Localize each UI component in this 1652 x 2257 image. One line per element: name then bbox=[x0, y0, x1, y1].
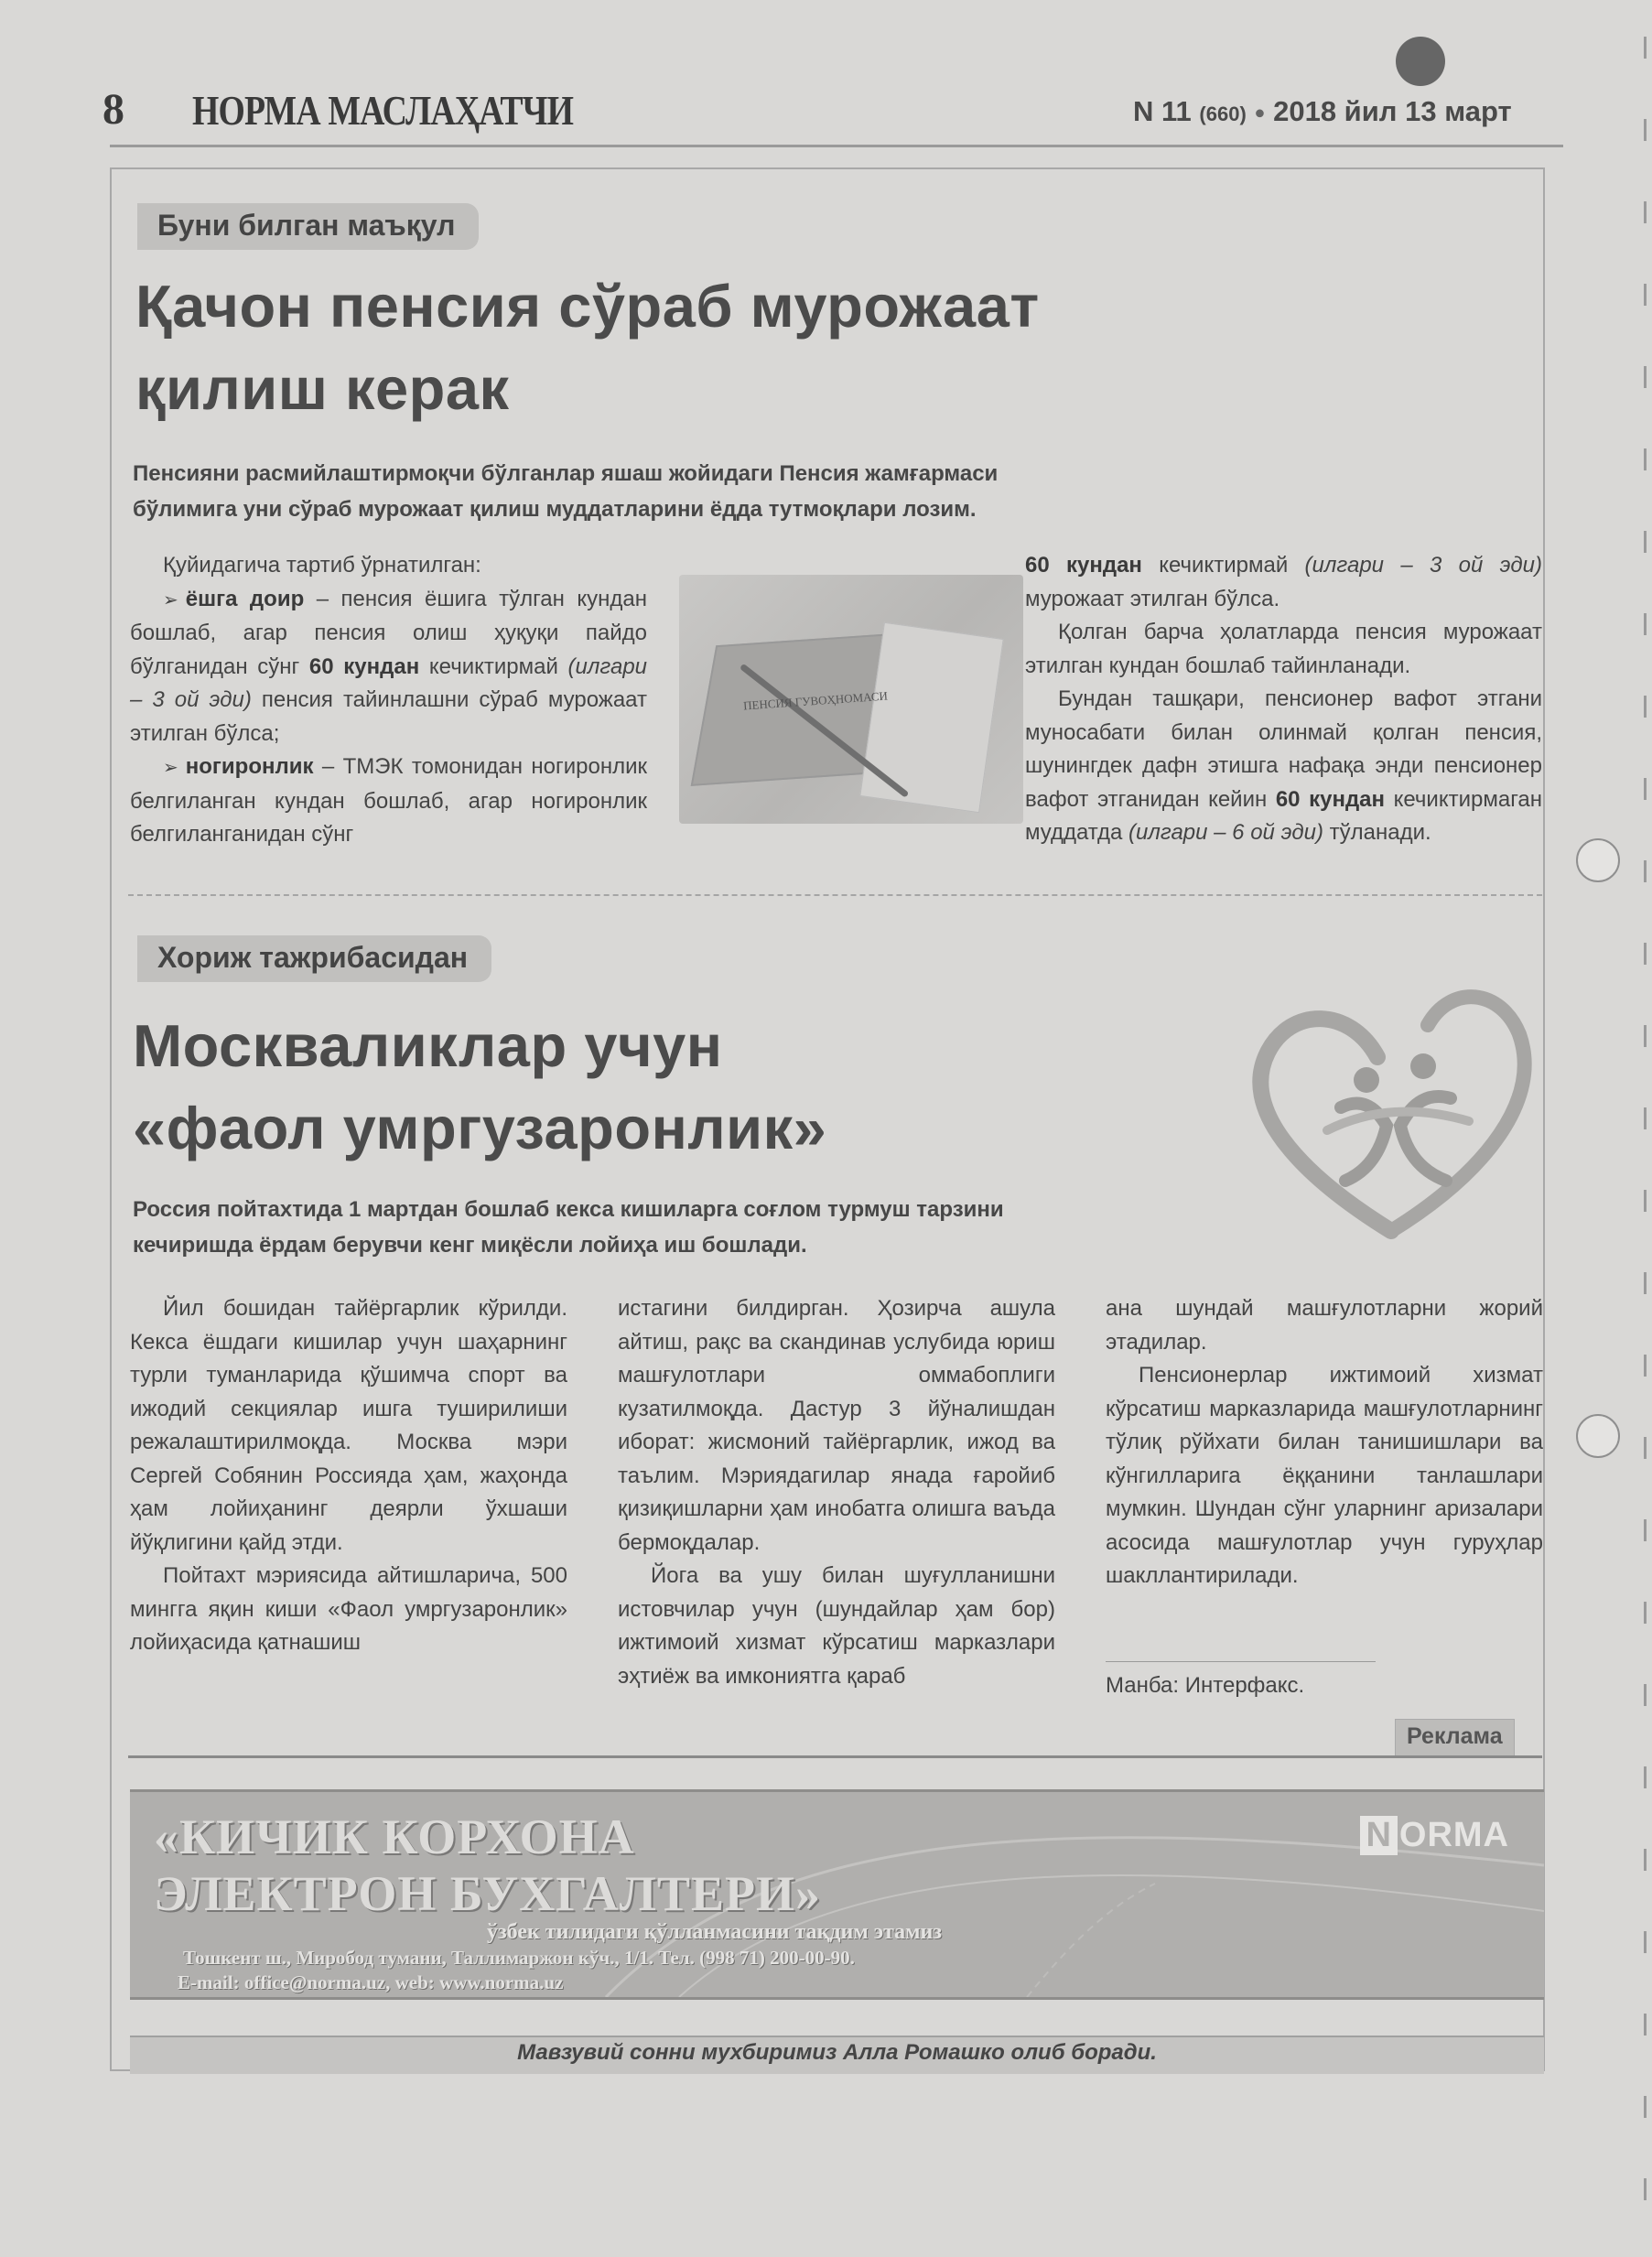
publication-name: НОРМА МАСЛАҲАТЧИ bbox=[192, 87, 574, 134]
article1-lead bbox=[133, 456, 998, 527]
edge-tick bbox=[1644, 366, 1647, 388]
article1-col2-italic: (илгари – 3 ой эди) bbox=[1304, 553, 1543, 578]
article2-lead-line2: кечиришда ёрдам берувчи кенг миқёсли лойиҳа иш бошлади. bbox=[133, 1233, 807, 1258]
source-rule bbox=[1106, 1661, 1376, 1662]
norma-logo bbox=[1360, 1816, 1509, 1855]
edge-tick bbox=[1644, 448, 1647, 470]
article2-col2-p1: истагини билдирган. Ҳозирча ашула айтиш, рақс ва скандинав услубида юриш машғулотлари оммабоплиги кузатилмоқда. Дастур 3 йўналишдан иборат: жисмоний тайёргарлик, ижод ва таълим. Мэриядагилар янада ғаройиб қизиқишларни ҳам инобатга олишга ваъда бермоқдалар. bbox=[618, 1296, 1055, 1555]
article1-item2-text: – ТМЭК томонидан ногиронлик белгиланган кундан бошлаб, агар ногиронлик белгиланганидан сўнг bbox=[130, 754, 647, 847]
norma-logo-text: ORMA bbox=[1398, 1816, 1509, 1854]
article1-headline-line1: Қачон пенсия сўраб мурожаат bbox=[135, 273, 1040, 340]
seal-icon bbox=[1396, 37, 1445, 86]
ad-top-rule bbox=[128, 1755, 1542, 1758]
edge-tick bbox=[1644, 2178, 1647, 2200]
article1-col2-p3 bbox=[1025, 683, 1542, 850]
article2-headline-line1: Москваликлар учун bbox=[133, 1012, 723, 1079]
article1-headline bbox=[135, 265, 1040, 430]
edge-tick bbox=[1644, 1849, 1647, 1871]
ad-address: Тошкент ш., Миробод тумани, Таллимаржон кўч., 1/1. Тел. (998 71) 200-00-90. bbox=[183, 1947, 855, 1969]
edge-tick bbox=[1644, 1437, 1647, 1459]
page-number: 8 bbox=[103, 85, 124, 134]
edge-tick bbox=[1644, 1025, 1647, 1047]
article1-col2-text-b: мурожаат этилган бўлса. bbox=[1025, 586, 1280, 611]
edge-tick bbox=[1644, 1190, 1647, 1212]
punch-hole bbox=[1576, 1414, 1620, 1458]
edge-tick bbox=[1644, 1602, 1647, 1624]
advertisement-label: Реклама bbox=[1395, 1719, 1515, 1756]
article1-col2-p1 bbox=[1025, 549, 1542, 616]
bullet-icon: ● bbox=[1254, 103, 1266, 124]
edge-tick bbox=[1644, 1355, 1647, 1377]
article1-rubric: Буни билган маъқул bbox=[137, 203, 479, 250]
edge-tick bbox=[1644, 1931, 1647, 1953]
edge-tick bbox=[1644, 201, 1647, 223]
article2-column1 bbox=[130, 1292, 567, 1660]
article1-column1 bbox=[130, 549, 647, 852]
article2-source: Манба: Интерфакс. bbox=[1106, 1673, 1305, 1698]
article2-lead-line1: Россия пойтахтида 1 мартдан бошлаб кекса кишиларга соғлом турмуш тарзини bbox=[133, 1197, 1004, 1222]
ad-subtitle: ўзбек тилидаги қўлланмасини тақдим этамиз bbox=[487, 1920, 942, 1944]
ad-contact-block bbox=[178, 1946, 1281, 1995]
ad-title bbox=[154, 1809, 821, 1922]
certificate-label: ПЕНСИЯ ГУВОҲНОМАСИ bbox=[742, 688, 889, 713]
article2-col3-p2: Пенсионерлар ижтимоий хизмат кўрсатиш марказларида машғулотларнинг тўлиқ рўйхати билан танишишлари ва кўнгилларига ёққанини танлашлари мумкин. Шундан сўнг уларнинг аризалари асосида машғулотлар учун гуруҳлар шакллантирилади. bbox=[1106, 1363, 1543, 1588]
article1-item2-term: ногиронлик bbox=[185, 754, 314, 779]
ad-email-web[interactable]: E-mail: office@norma.uz, web: www.norma.uz bbox=[178, 1971, 564, 1993]
article1-intro: Қуйидагича тартиб ўрнатилган: bbox=[163, 553, 481, 578]
edge-tick bbox=[1644, 860, 1647, 882]
article1-item1-italic: (илгари – 3 ой эди) bbox=[130, 653, 648, 712]
norma-logo-initial: N bbox=[1360, 1816, 1397, 1855]
edge-tick bbox=[1644, 37, 1647, 59]
article1-col2-p3-italic: (илгари – 6 ой эди) bbox=[1128, 820, 1323, 845]
edge-tick bbox=[1644, 284, 1647, 306]
issue-number: N 11 bbox=[1133, 95, 1192, 127]
issue-total-number: (660) bbox=[1199, 103, 1247, 125]
edge-tick bbox=[1644, 1272, 1647, 1294]
article1-col2-text-a: кечиктирмай bbox=[1141, 553, 1305, 578]
article1-col2-p2: Қолган барча ҳолатларда пенсия мурожаат этилган кундан бошлаб тайинланади. bbox=[1025, 620, 1542, 678]
issue-info bbox=[1133, 95, 1512, 128]
article1-item1-text-a: – пенсия ёшига тўлган кундан бошлаб, агар пенсия олиш ҳуқуқи пайдо бўлганидан сўнг bbox=[130, 586, 647, 679]
edge-tick bbox=[1644, 1684, 1647, 1706]
edge-tick bbox=[1644, 1107, 1647, 1129]
edge-tick bbox=[1644, 696, 1647, 718]
article2-col3-p1: ана шундай машғулотларни жорий этадилар. bbox=[1106, 1296, 1543, 1355]
article1-item1-text-c: пенсия тайинлашни сўраб мурожаат этилган бўлса; bbox=[130, 687, 647, 746]
issue-date: 2018 йил 13 март bbox=[1273, 95, 1512, 127]
article1-item1-text-b: кечиктирмай bbox=[419, 653, 568, 679]
edge-tick bbox=[1644, 2014, 1647, 2036]
edge-ticks bbox=[1644, 0, 1647, 2257]
pension-certificate-photo bbox=[679, 575, 1023, 824]
article2-col1-p2: Пойтахт мэриясида айтишларича, 500 мингга яқин киши «Фаол умргузаронлик» лойиҳасида қатнашиш bbox=[130, 1563, 567, 1655]
article1-col2-p3-bold: 60 кундан bbox=[1275, 786, 1386, 812]
article2-rubric: Хориж тажрибасидан bbox=[137, 935, 491, 982]
edge-tick bbox=[1644, 531, 1647, 553]
edge-tick bbox=[1644, 943, 1647, 965]
heart-people-logo-icon bbox=[1240, 970, 1542, 1245]
edge-tick bbox=[1644, 778, 1647, 800]
ad-title-line1: «КИЧИК КОРХОНА bbox=[154, 1809, 635, 1864]
edge-tick bbox=[1644, 1766, 1647, 1788]
article1-col2-p3-a: Бундан ташқари, пенсионер вафот этгани муносабати билан олинмай қолган пенсия, шунингдек дафн этишга нафақа энди пенсионер вафот этганидан кейин bbox=[1025, 686, 1542, 812]
article1-item1-bold: 60 кундан bbox=[308, 653, 420, 679]
article2-col2-p2: Йога ва ушу билан шуғулланишни истовчилар учун (шундайлар ҳам бор) ижтимоий хизмат кўрсатиш марказлари эҳтиёж ва имкониятга қараб bbox=[618, 1563, 1055, 1689]
edge-tick bbox=[1644, 1519, 1647, 1541]
paper-sheet bbox=[859, 622, 1003, 814]
article1-headline-line2: қилиш керак bbox=[135, 355, 510, 422]
ad-title-line2: ЭЛЕКТРОН БУХГАЛТЕРИ» bbox=[154, 1866, 821, 1921]
article1-lead-line2: бўлимига уни сўраб мурожаат қилиш муддатларини ёдда тутмоқлари лозим. bbox=[133, 497, 977, 522]
article1-col2-p3-b: кечиктирмаган муддатда bbox=[1025, 786, 1543, 845]
article2-column3 bbox=[1106, 1292, 1543, 1593]
punch-hole bbox=[1576, 838, 1620, 882]
article2-column2 bbox=[618, 1292, 1055, 1693]
arrow-bullet-icon: ➢ bbox=[163, 589, 178, 610]
article1-column2 bbox=[1025, 549, 1542, 850]
article1-item-disability bbox=[130, 751, 647, 852]
edge-tick bbox=[1644, 613, 1647, 635]
article1-item-age bbox=[130, 583, 647, 751]
edge-tick bbox=[1644, 119, 1647, 141]
article1-lead-line1: Пенсияни расмийлаштирмоқчи бўлганлар яшаш жойидаги Пенсия жамғармаси bbox=[133, 461, 999, 486]
edge-tick bbox=[1644, 2096, 1647, 2118]
article1-col2-bold: 60 кундан bbox=[1025, 553, 1142, 578]
article1-item1-term: ёшга доир bbox=[185, 586, 305, 611]
article1-col2-p3-c: тўланади. bbox=[1323, 820, 1431, 845]
article2-lead bbox=[133, 1192, 1004, 1263]
section-divider bbox=[128, 894, 1542, 896]
header-rule bbox=[110, 145, 1563, 147]
article2-headline-line2: «фаол умргузаронлик» bbox=[133, 1095, 827, 1161]
arrow-bullet-icon: ➢ bbox=[163, 758, 178, 778]
article2-headline bbox=[133, 1005, 826, 1170]
article2-col1-p1: Йил бошидан тайёргарлик кўрилди. Кекса ёшдаги кишилар учун шаҳарнинг турли туманларида қўшимча спорт ва ижодий секциялар ишга туширилиши режалаштирилмоқда. Москва мэри Сергей Собянин Россияда ҳам, жаҳонда ҳам лойиҳанинг деярли ўхшаши йўқлигини қайд этди. bbox=[130, 1296, 567, 1555]
footer-credit: Мавзувий сонни мухбиримиз Алла Ромашко олиб боради. bbox=[517, 2040, 1157, 2065]
